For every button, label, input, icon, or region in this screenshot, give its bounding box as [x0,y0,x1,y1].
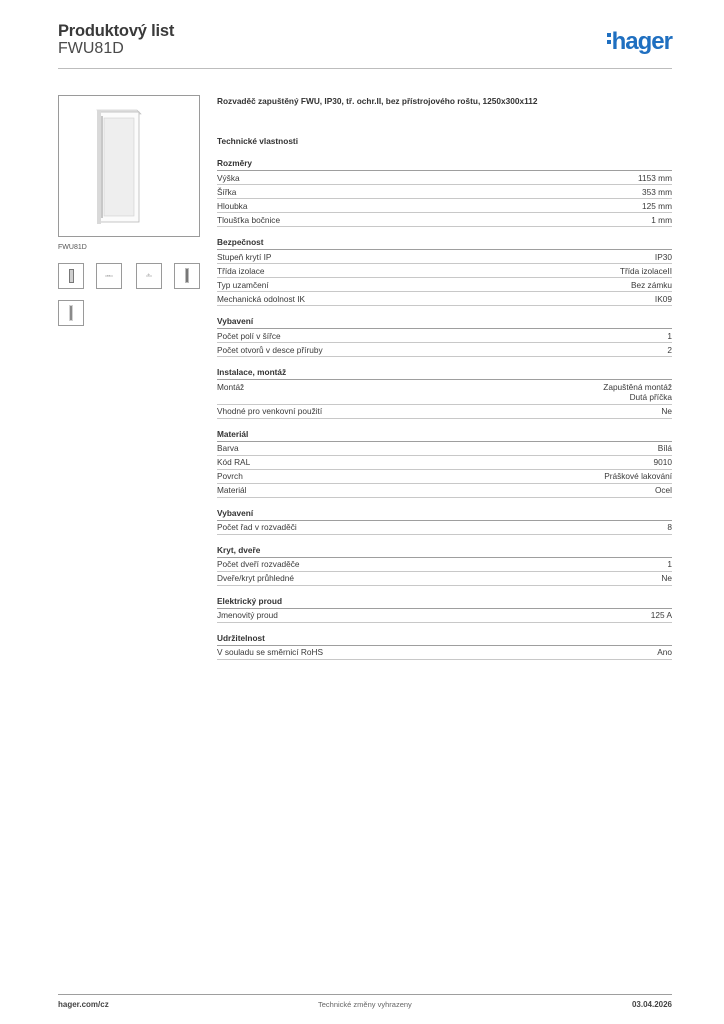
spec-sections [217,157,672,660]
spec-label: Povrch [217,471,243,481]
spec-label: Počet dveří rozvaděče [217,559,300,569]
spec-section [217,544,672,586]
spec-value-line: Ne [661,406,672,416]
spec-value-line: Ano [657,647,672,657]
product-details [217,95,672,669]
spec-row [217,572,672,586]
spec-label: Tloušťka bočnice [217,214,281,225]
spec-value [667,331,672,342]
thumbnail-dimension-width[interactable] [96,263,122,289]
spec-value-line: 2 [667,344,672,355]
spec-row [217,343,672,357]
spec-label: Montáž [217,381,245,392]
spec-label: Materiál [217,485,247,495]
spec-value [642,187,672,198]
spec-value-line: IK09 [654,293,672,304]
document-title: Produktový list [58,22,175,40]
spec-value-line: Bez zámku [630,279,672,290]
spec-value-line: IP30 [654,251,672,262]
section-title: Bezpečnost [217,236,672,250]
spec-section [217,428,672,498]
spec-row [217,278,672,292]
spec-row [217,521,672,535]
footer-note: Technické změny vyhrazeny [318,1000,412,1009]
logo-dots-icon [607,30,611,47]
spec-label: Jmenovitý proud [217,610,278,620]
spec-value-line: 9010 [653,457,672,467]
section-title: Kryt, dveře [217,544,672,558]
spec-label: Dveře/kryt průhledné [217,573,295,583]
footer-date: 03.04.2026 [631,1000,672,1009]
spec-row [217,646,672,660]
svg-text:↔: ↔ [107,273,111,278]
spec-value-line: Dutá příčka [629,392,672,402]
spec-row [217,609,672,623]
spec-value-line: Bílá [657,443,672,453]
spec-value [655,485,672,496]
spec-section [217,157,672,227]
section-title: Elektrický proud [217,595,672,609]
spec-row [217,456,672,470]
spec-value-line: Třída izolaceII [619,265,672,276]
spec-section [217,366,672,419]
enclosure-drawing-icon [59,96,199,236]
spec-label: Počet polí v šířce [217,330,281,341]
spec-row [217,171,672,185]
spec-value [661,573,672,584]
spec-value-line: 353 mm [642,186,672,197]
spec-row [217,484,672,498]
spec-value-line: 1153 mm [638,172,672,183]
spec-value-line: Zapuštěná montáž [603,381,672,392]
image-caption: FWU81D [58,244,87,251]
spec-label: V souladu se směrnicí RoHS [217,647,324,657]
spec-value-line: 125 A [650,610,672,620]
page-footer [58,994,672,1015]
hager-logo: hager [607,28,672,56]
spec-value-line: 1 [667,330,672,341]
spec-row [217,250,672,264]
spec-label: Stupeň krytí IP [217,251,272,262]
spec-row [217,213,672,227]
footer-website-link[interactable]: hager.com/cz [58,1000,109,1009]
section-title: Udržitelnost [217,632,672,646]
spec-value [658,443,672,454]
spec-value-line: 8 [667,522,672,532]
spec-value-line: Práškové lakování [604,471,672,481]
spec-value [604,471,672,482]
spec-row [217,199,672,213]
product-description: Rozvaděč zapuštěný FWU, IP30, tř. ochr.II, bez přístrojového roštu, 1250x300x112 [217,96,538,106]
enclosure-thumbnail-icon [59,301,83,325]
spec-section [217,236,672,306]
spec-value [654,457,672,468]
spec-label: Vhodné pro venkovní použití [217,406,323,416]
technical-properties-title: Technické vlastnosti [217,136,298,146]
page-header [58,20,672,69]
product-image [58,95,200,237]
spec-value-line: Ocel [654,485,672,495]
spec-row [217,380,672,405]
section-title: Materiál [217,428,672,442]
spec-row [217,442,672,456]
spec-row [217,558,672,572]
spec-label: Mechanická odolnost IK [217,293,306,304]
spec-row [217,292,672,306]
spec-label: Výška [217,172,240,183]
spec-value [655,294,672,305]
spec-value [603,382,672,403]
spec-value [655,252,672,263]
spec-value [651,215,672,226]
dimension-drawing-icon [97,264,121,288]
spec-label: Počet řad v rozvaděči [217,522,297,532]
spec-section [217,632,672,660]
thumbnail-product-side[interactable] [174,263,200,289]
spec-label: Kód RAL [217,457,251,467]
enclosure-thumbnail-icon [59,264,83,288]
spec-value [667,345,672,356]
spec-label: Typ uzamčení [217,279,269,290]
spec-section [217,507,672,535]
section-title: Vybavení [217,315,672,329]
spec-value [631,280,672,291]
spec-label: Barva [217,443,239,453]
spec-section [217,595,672,623]
dimension-drawing-icon [137,264,161,288]
section-title: Vybavení [217,507,672,521]
spec-label: Hloubka [217,200,248,211]
spec-value [667,559,672,570]
spec-value [661,406,672,417]
thumbnail-product-front[interactable] [58,263,84,289]
spec-label: Počet otvorů v desce příruby [217,344,323,355]
spec-value [638,173,672,184]
spec-row [217,329,672,343]
spec-value [657,647,672,658]
thumbnail-product-detail[interactable] [58,300,84,326]
section-title: Rozměry [217,157,672,171]
spec-section [217,315,672,357]
spec-value-line: 125 mm [642,200,672,211]
enclosure-thumbnail-icon [175,264,199,288]
spec-value-line: 1 [667,559,672,569]
spec-row [217,264,672,278]
spec-label: Třída izolace [217,265,265,276]
svg-text:+: + [147,272,151,277]
spec-value [642,201,672,212]
spec-row [217,185,672,199]
spec-row [217,405,672,419]
spec-value [667,522,672,533]
thumbnail-dimension-height[interactable] [136,263,162,289]
spec-value-line: 1 mm [651,214,672,225]
product-code: FWU81D [58,40,124,57]
spec-value [620,266,672,277]
spec-label: Šířka [217,186,237,197]
spec-row [217,470,672,484]
section-title: Instalace, montáž [217,366,672,380]
spec-value-line: Ne [661,573,672,583]
spec-value [651,610,672,621]
